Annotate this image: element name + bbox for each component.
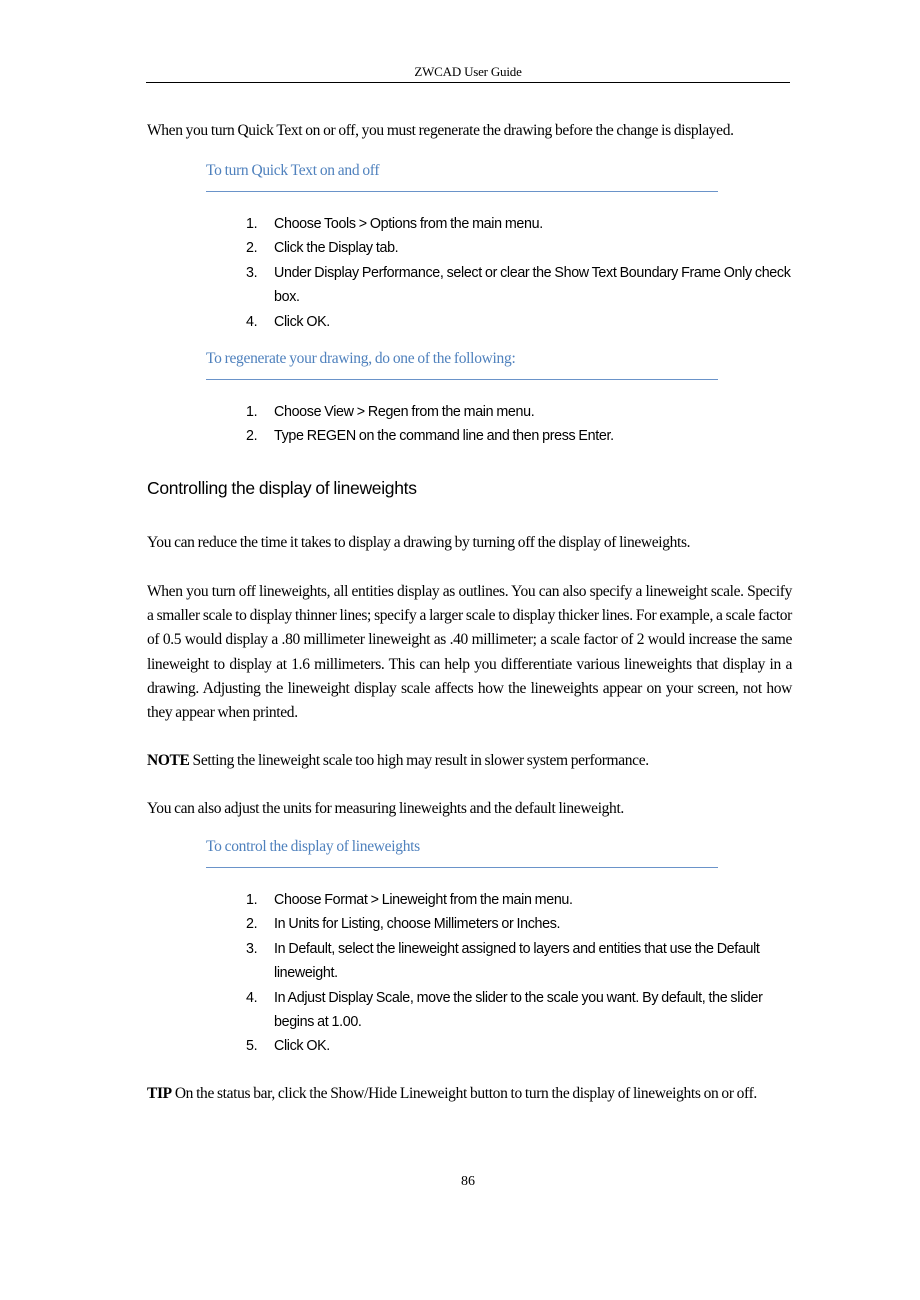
step-text: In Default, select the lineweight assigned to layers and entities that use the Default lineweight. [274, 940, 760, 982]
list-item [246, 888, 794, 912]
step-text: In Units for Listing, choose Millimeters or Inches. [274, 916, 561, 933]
list-item [246, 310, 794, 334]
step-number: 3. [246, 264, 258, 281]
list-item [246, 937, 794, 986]
step-number: 1. [246, 892, 258, 908]
step-number: 1. [246, 404, 258, 420]
tip-paragraph [147, 1082, 792, 1106]
step-number: 2. [246, 240, 258, 257]
procedure-rule [206, 379, 718, 380]
paragraph-adjust-units: You can also adjust the units for measuring lineweights and the default lineweight. [147, 800, 624, 817]
step-text: Click OK. [274, 313, 330, 330]
step-text: In Adjust Display Scale, move the slider to the scale you want. By default, the slider begins at 1.00. [274, 989, 763, 1031]
tip-label: TIP [147, 1085, 172, 1102]
step-text: Under Display Performance, select or clear the Show Text Boundary Frame Only check box. [274, 264, 791, 306]
tip-text: On the status bar, click the Show/Hide Lineweight button to turn the display of lineweights on or off. [171, 1085, 757, 1102]
page-number: 86 [461, 1174, 475, 1189]
step-number: 5. [246, 1038, 258, 1055]
list-item [246, 912, 794, 936]
step-text: Click the Display tab. [274, 240, 399, 257]
procedure-rule [206, 867, 718, 868]
list-item [246, 986, 794, 1035]
list-item [246, 261, 794, 310]
list-item [246, 400, 794, 424]
procedure-rule [206, 191, 718, 192]
procedure-heading-quick-text: To turn Quick Text on and off [206, 162, 380, 179]
procedure-heading-regenerate: To regenerate your drawing, do one of the following: [206, 350, 516, 367]
procedure-steps-regenerate [246, 400, 794, 449]
step-number: 3. [246, 940, 258, 957]
list-item [246, 424, 794, 448]
note-text: Setting the lineweight scale too high may result in slower system performance. [189, 752, 649, 769]
note-label: NOTE [147, 752, 190, 769]
step-number: 4. [246, 989, 258, 1006]
section-heading: Controlling the display of lineweights [147, 478, 417, 498]
step-number: 1. [246, 216, 258, 232]
step-number: 2. [246, 428, 258, 445]
step-text: Click OK. [274, 1038, 330, 1055]
step-text: Choose View > Regen from the main menu. [274, 404, 535, 420]
step-text: Type REGEN on the command line and then press Enter. [274, 428, 614, 445]
step-number: 2. [246, 916, 258, 933]
list-item [246, 1034, 794, 1058]
paragraph-reduce-time: You can reduce the time it takes to display a drawing by turning off the display of lineweights. [147, 534, 691, 551]
step-text: Choose Format > Lineweight from the main menu. [274, 892, 573, 908]
note-paragraph [147, 749, 792, 773]
step-text: Choose Tools > Options from the main menu. [274, 216, 543, 232]
procedure-steps-quick-text [246, 212, 794, 334]
paragraph-lineweight-scale: When you turn off lineweights, all entities display as outlines. You can also specify a lineweight scale. Specify a smaller scale to display thinner lines; specify a larger scale to display thicker lines. For example, a scale factor of 0.5 would display a .80 millimeter lineweight as .40 millimeter; a scale factor of 2 would increase the same lineweight to display at 1.6 millimeters. This can help you differentiate various lineweights that display in a drawing. Adjusting the lineweight display scale affects how the lineweights appear on your screen, not how they appear when printed. [147, 583, 792, 722]
header-rule [146, 82, 790, 83]
step-number: 4. [246, 313, 258, 330]
running-header: ZWCAD User Guide [414, 64, 522, 79]
list-item [246, 236, 794, 260]
procedure-heading-lineweights: To control the display of lineweights [206, 838, 420, 855]
intro-paragraph: When you turn Quick Text on or off, you must regenerate the drawing before the change is displayed. [147, 122, 734, 139]
list-item [246, 212, 794, 236]
procedure-steps-lineweights [246, 888, 794, 1059]
